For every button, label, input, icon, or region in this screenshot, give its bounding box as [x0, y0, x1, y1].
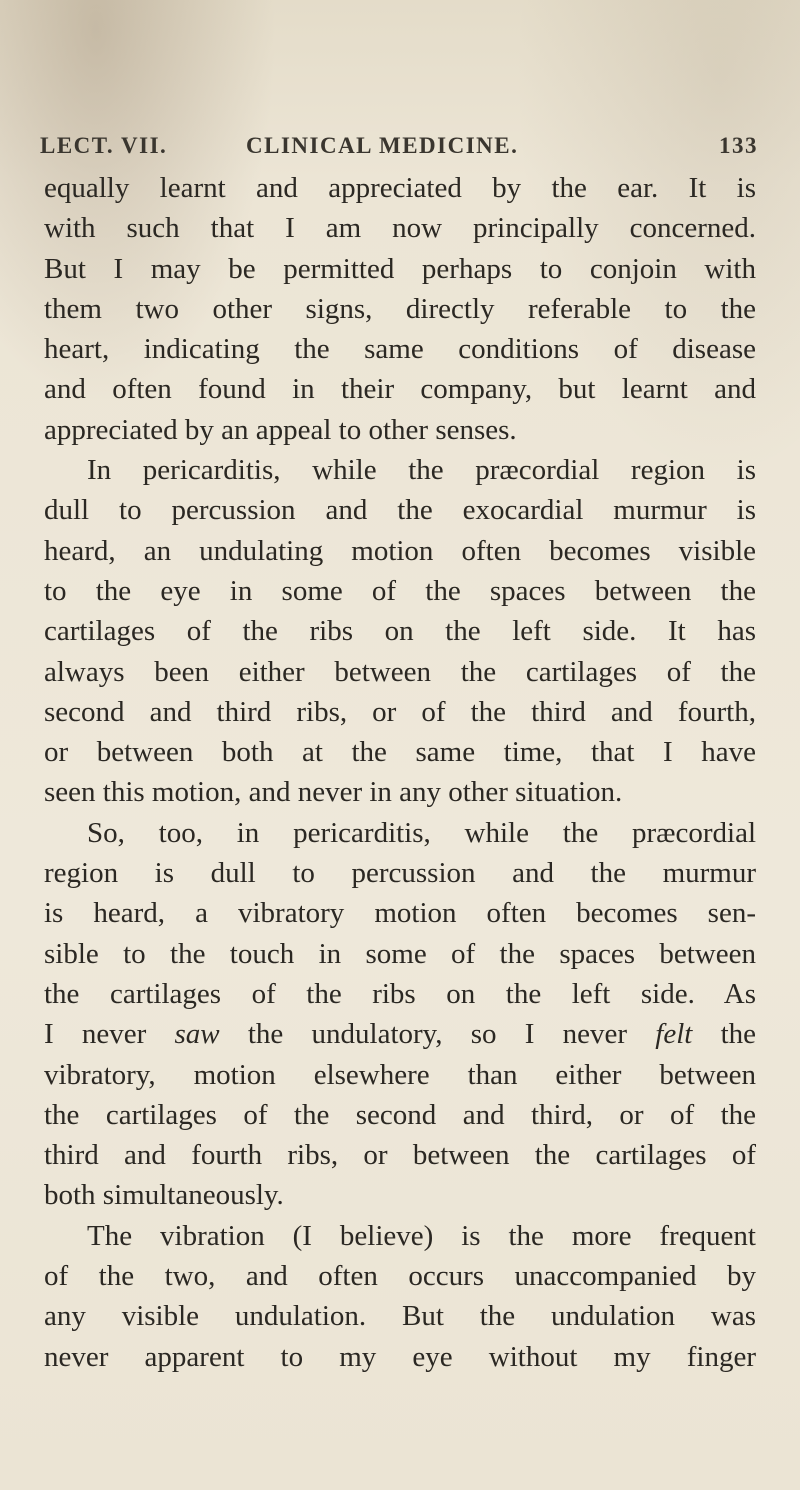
text-line: is heard, a vibratory motion often becomes sen- [44, 897, 756, 930]
text-line: and often found in their company, but learnt and [44, 373, 756, 406]
text-line: vibratory, motion elsewhere than either between [44, 1058, 756, 1091]
text-line: both simultaneously. [44, 1179, 284, 1212]
running-head [40, 133, 758, 167]
text-line: In pericarditis, while the præcordial region is [87, 454, 756, 487]
text-line: So, too, in pericarditis, while the præcordial [87, 816, 756, 849]
text-line: to the eye in some of the spaces between the [44, 574, 756, 607]
text-line: heard, an undulating motion often becomes visible [44, 534, 756, 567]
text-line: the cartilages of the second and third, or of the [44, 1098, 756, 1131]
text-line: heart, indicating the same conditions of disease [44, 333, 756, 366]
text-line: always been either between the cartilages of the [44, 655, 756, 688]
text-line: The vibration (I believe) is the more frequent [87, 1219, 756, 1252]
lecture-number: LECT. VII. [40, 133, 168, 158]
text-line: any visible undulation. But the undulation was [44, 1300, 756, 1333]
text-line: the cartilages of the ribs on the left side. As [44, 977, 756, 1010]
text-line: with such that I am now principally concerned. [44, 212, 756, 245]
text-line: cartilages of the ribs on the left side. It has [44, 615, 756, 648]
text-line: them two other signs, directly referable to the [44, 292, 756, 325]
body-text [44, 168, 756, 1377]
text-line: never apparent to my eye without my finger [44, 1340, 756, 1373]
text-line: I never saw the undulatory, so I never felt the [44, 1018, 756, 1051]
text-line: seen this motion, and never in any other situation. [44, 776, 623, 809]
text-line: But I may be permitted perhaps to conjoin with [44, 252, 756, 285]
text-line: region is dull to percussion and the murmur [44, 857, 756, 890]
text-line: third and fourth ribs, or between the cartilages of [44, 1139, 756, 1172]
text-line: equally learnt and appreciated by the ear. It is [44, 172, 756, 204]
text-line: sible to the touch in some of the spaces between [44, 937, 756, 970]
emphasis: felt [655, 1018, 693, 1051]
text-line: or between both at the same time, that I have [44, 736, 756, 769]
running-title: CLINICAL MEDICINE. [246, 133, 519, 158]
emphasis: saw [174, 1018, 220, 1051]
page-number: 133 [719, 133, 758, 158]
text-line: of the two, and often occurs unaccompanied by [44, 1260, 756, 1293]
text-line: dull to percussion and the exocardial murmur is [44, 494, 756, 527]
text-line: second and third ribs, or of the third and fourth, [44, 695, 756, 728]
text-line: appreciated by an appeal to other senses. [44, 413, 517, 446]
